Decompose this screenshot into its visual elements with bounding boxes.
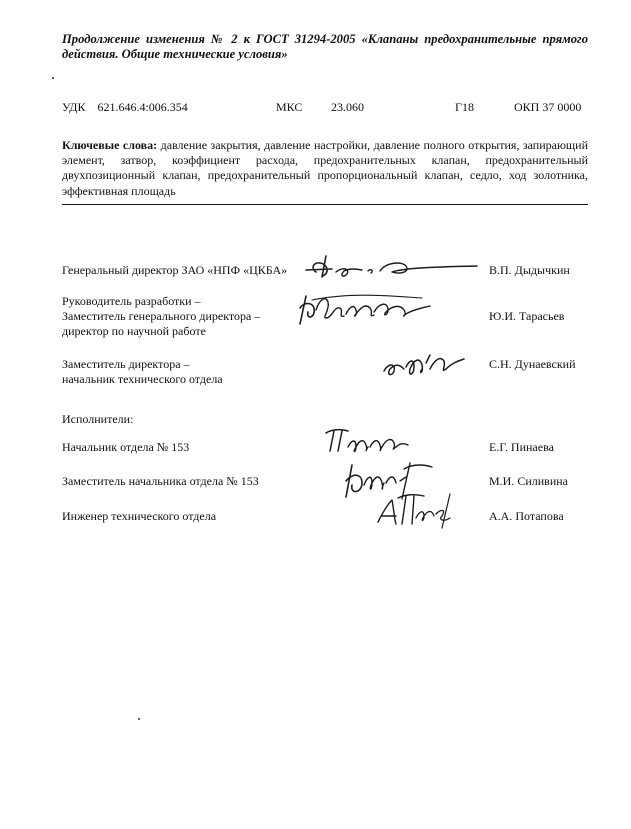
signatory-name: Ю.И. Тарасьев: [489, 309, 565, 323]
signatory-position-line: Руководитель разработки –: [62, 294, 201, 308]
performer-position: Заместитель начальника отдела № 153: [62, 474, 259, 488]
performer-position: Начальник отдела № 153: [62, 440, 190, 454]
performer-position: Инженер технического отдела: [62, 509, 217, 523]
mks-label: МКС: [276, 100, 303, 114]
performer-name: М.И. Силивина: [489, 474, 569, 488]
document-header: Продолжение изменения № 2 к ГОСТ 31294-2005 «Клапаны предохранительные прямого действия. Общие технические условия»: [62, 32, 588, 61]
signatory-name: В.П. Дыдычкин: [489, 263, 570, 277]
scan-speck: [138, 718, 140, 720]
signatory-position-line: начальник технического отдела: [62, 372, 223, 386]
keywords-text: давление закрытия, давление настройки, давление полного открытия, запирающий элемент, затвор, коэффициент расхода, предохранительных клапан, предохранительный двухпозиционный клапан, предохранительный пропорциональный клапан, седло, ход золотника, эффективная площадь: [62, 138, 588, 198]
signatory-position-line: Заместитель генерального директора –: [62, 309, 261, 323]
signatory-name: С.Н. Дунаевский: [489, 357, 576, 371]
signature-department-head: [320, 425, 410, 459]
scan-speck: [52, 77, 54, 79]
signature-development-head: [292, 288, 442, 334]
okp-code: ОКП 37 0000: [514, 100, 582, 114]
performer-name: Е.Г. Пинаева: [489, 440, 554, 454]
keywords-block: [62, 138, 588, 199]
signatory-position-line: директор по научной работе: [62, 324, 206, 338]
signatory-position-line: Генеральный директор ЗАО «НПФ «ЦКБА»: [62, 263, 288, 277]
section-divider: [62, 204, 588, 205]
signatory-position-line: Заместитель директора –: [62, 357, 190, 371]
keywords-label: Ключевые слова:: [62, 138, 158, 152]
signature-engineer: [372, 488, 462, 534]
performer-name: А.А. Потапова: [489, 509, 564, 523]
mks-code: 23.060: [331, 100, 364, 114]
signature-director: [292, 250, 482, 286]
udk-code: УДК 621.646.4:006.354: [62, 100, 188, 114]
performers-heading: Исполнители:: [62, 412, 134, 426]
signature-technical-head: [378, 345, 468, 385]
group-code: Г18: [455, 100, 474, 114]
